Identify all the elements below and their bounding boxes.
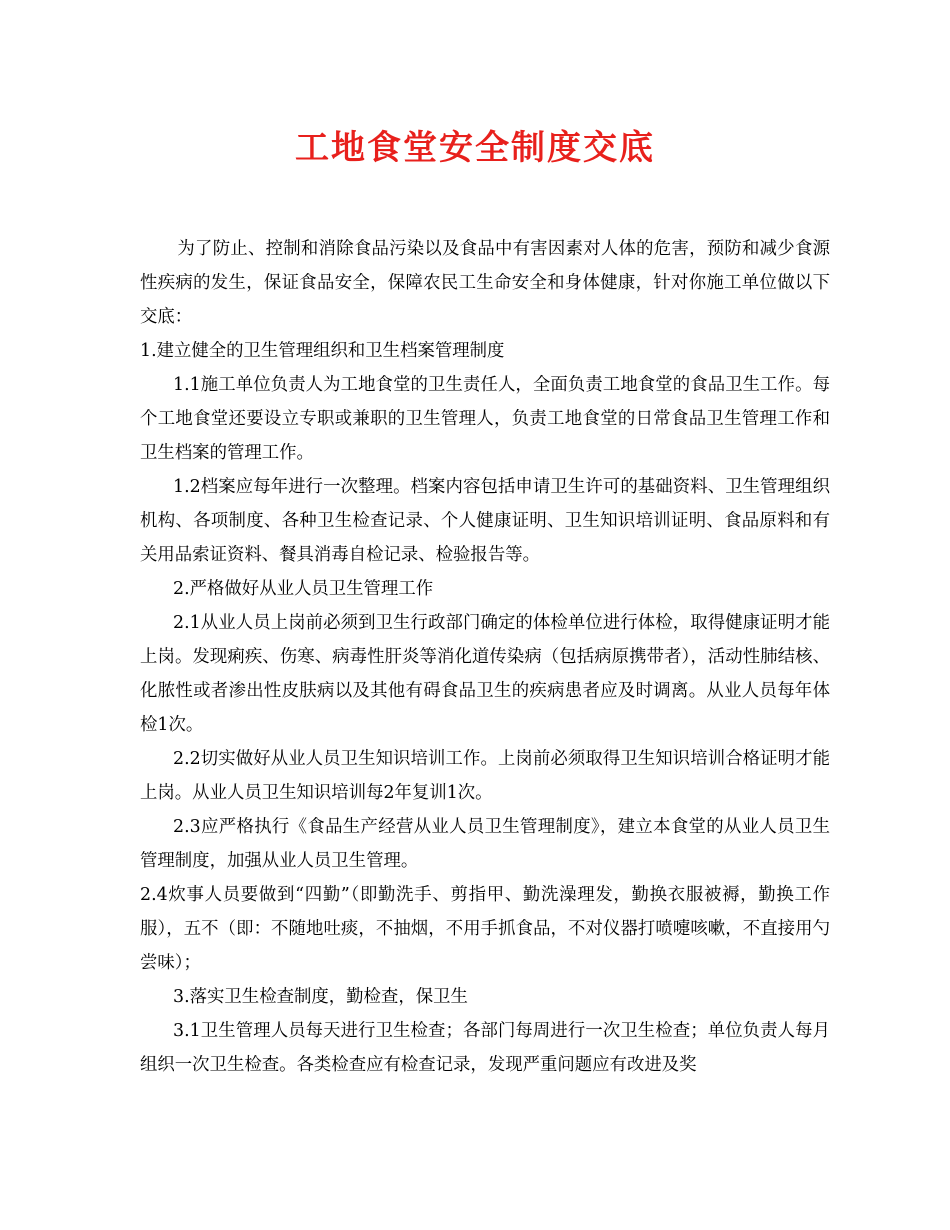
section-heading-2: 2.严格做好从业人员卫生管理工作 <box>173 579 434 599</box>
document-body <box>140 232 830 1082</box>
clause-1-1: 1.1施工单位负责人为工地食堂的卫生责任人，全面负责工地食堂的食品卫生工作。每个工地食堂还要设立专职或兼职的卫生管理人，负责工地食堂的日常食品卫生管理工作和卫生档案的管理工作。 <box>140 375 830 463</box>
clause-2-3: 2.3应严格执行《食品生产经营从业人员卫生管理制度》，建立本食堂的从业人员卫生管理制度，加强从业人员卫生管理。 <box>140 817 830 871</box>
clause-1-2: 1.2档案应每年进行一次整理。档案内容包括申请卫生许可的基础资料、卫生管理组织机构、各项制度、各种卫生检查记录、个人健康证明、卫生知识培训证明、食品原料和有关用品索证资料、餐具消毒自检记录、检验报告等。 <box>140 477 830 565</box>
section-heading-1: 1.建立健全的卫生管理组织和卫生档案管理制度 <box>140 341 505 361</box>
intro-paragraph: 为了防止、控制和消除食品污染以及食品中有害因素对人体的危害，预防和减少食源性疾病的发生，保证食品安全，保障农民工生命安全和身体健康，针对你施工单位做以下交底： <box>140 239 830 327</box>
clause-3-1: 3.1卫生管理人员每天进行卫生检查；各部门每周进行一次卫生检查；单位负责人每月组织一次卫生检查。各类检查应有检查记录，发现严重问题应有改进及奖 <box>140 1021 830 1075</box>
document-title: 工地食堂安全制度交底 <box>295 128 655 168</box>
section-heading-3: 3.落实卫生检查制度，勤检查，保卫生 <box>173 987 468 1007</box>
clause-2-1: 2.1从业人员上岗前必须到卫生行政部门确定的体检单位进行体检，取得健康证明才能上岗。发现痢疾、伤寒、病毒性肝炎等消化道传染病（包括病原携带者），活动性肺结核、化脓性或者渗出性皮肤病以及其他有碍食品卫生的疾病患者应及时调离。从业人员每年体检1次。 <box>140 613 830 735</box>
clause-2-2: 2.2切实做好从业人员卫生知识培训工作。上岗前必须取得卫生知识培训合格证明才能上岗。从业人员卫生知识培训每2年复训1次。 <box>140 749 830 803</box>
clause-2-4: 2.4炊事人员要做到“四勤”（即勤洗手、剪指甲、勤洗澡理发，勤换衣服被褥，勤换工作服），五不（即：不随地吐痰，不抽烟，不用手抓食品，不对仪器打喷嚏咳嗽，不直接用勺尝味）； <box>140 885 830 973</box>
